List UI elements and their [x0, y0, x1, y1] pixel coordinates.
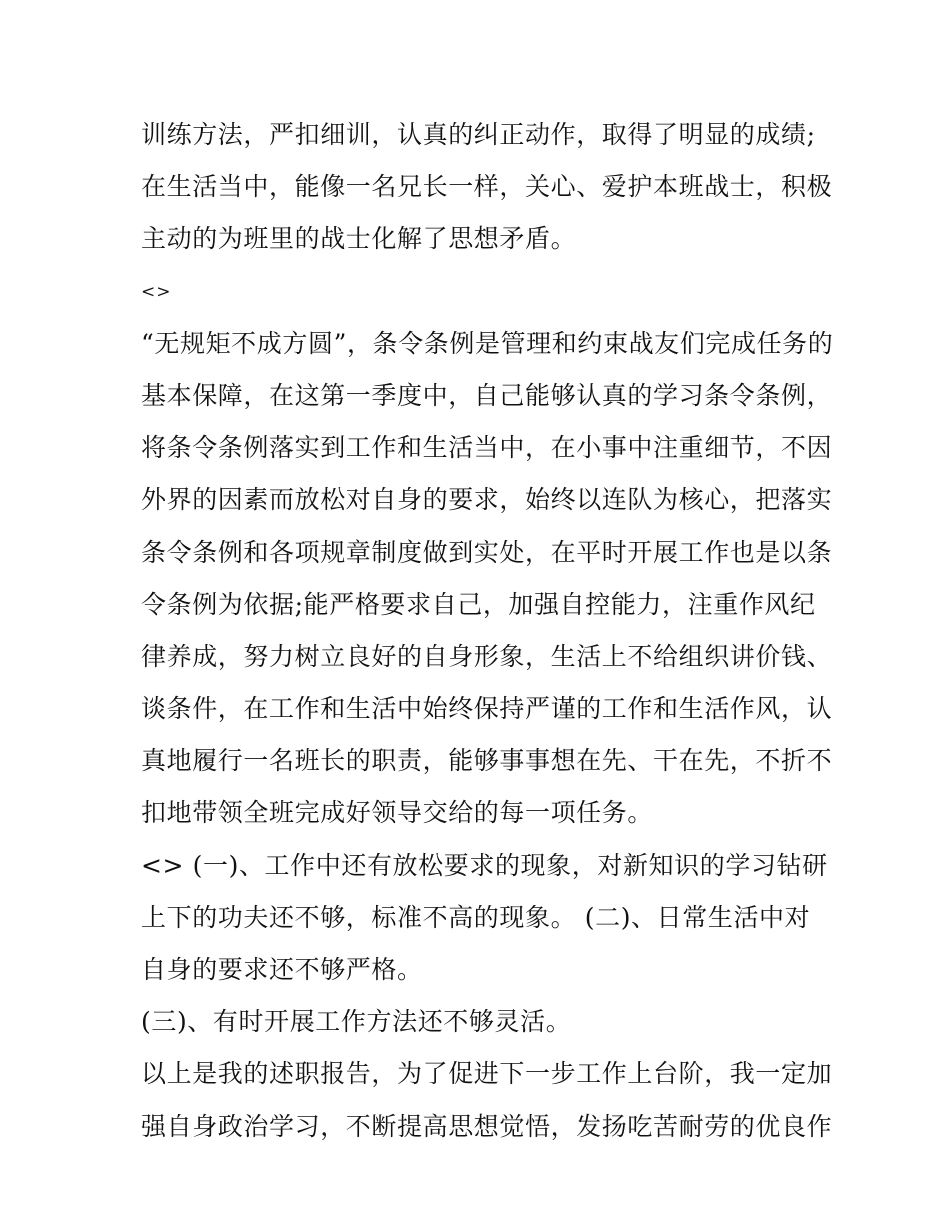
- text-line: 自身的要求还不够严格。: [141, 955, 423, 984]
- text-line-marker: <>: [141, 281, 172, 302]
- text-line: 条令条例和各项规章制度做到实处，在平时开展工作也是以条: [141, 537, 833, 567]
- text-line: 上下的功夫还不够，标准不高的现象。 (二)、日常生活中对: [141, 902, 811, 932]
- text-line: “无规矩不成方圆”，条令条例是管理和约束战友们完成任务的: [141, 328, 834, 358]
- text-line: 谈条件，在工作和生活中始终保持严谨的工作和生活作风，认: [141, 694, 833, 724]
- document-body: [141, 109, 834, 1153]
- text-line: 扣地带领全班完成好领导交给的每一项任务。: [141, 798, 654, 828]
- text-line: 在生活当中，能像一名兄长一样，关心、爱护本班战士，积极: [141, 172, 833, 202]
- text-line: 令条例为依据;能严格要求自己，加强自控能力，注重作风纪: [141, 589, 816, 619]
- text-line: 基本保障，在这第一季度中，自己能够认真的学习条令条例，: [141, 380, 833, 410]
- text-line: 以上是我的述职报告，为了促进下一步工作上台阶，我一定加: [141, 1059, 833, 1089]
- text-line: (三)、有时开展工作方法还不够灵活。: [141, 1007, 572, 1037]
- text-line: <> (一)、工作中还有放松要求的现象，对新知识的学习钻研: [141, 850, 828, 880]
- text-line: 律养成，努力树立良好的自身形象，生活上不给组织讲价钱、: [141, 641, 833, 671]
- text-line: 真地履行一名班长的职责，能够事事想在先、干在先，不折不: [141, 746, 833, 776]
- text-line: 主动的为班里的战士化解了思想矛盾。: [141, 224, 577, 254]
- text-line: 强自身政治学习，不断提高思想觉悟，发扬吃苦耐劳的优良作: [141, 1111, 833, 1141]
- text-line: 训练方法，严扣细训，认真的纠正动作，取得了明显的成绩;: [141, 120, 816, 149]
- text-line: 外界的因素而放松对自身的要求，始终以连队为核心，把落实: [141, 485, 833, 515]
- text-line: 将条令条例落实到工作和生活当中，在小事中注重细节，不因: [141, 433, 833, 463]
